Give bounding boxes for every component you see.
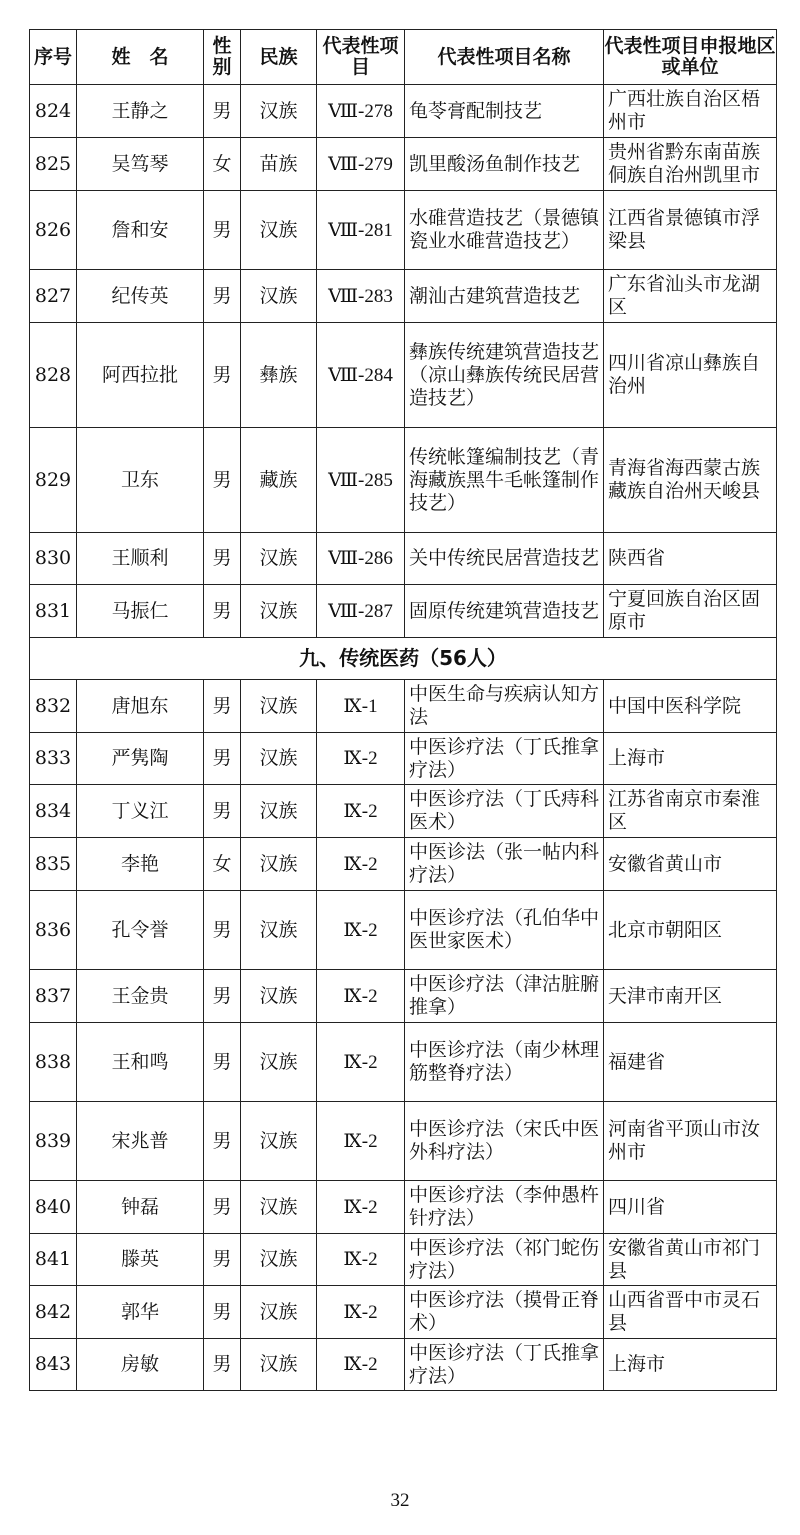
cell-code: Ⅸ-2 bbox=[317, 1181, 405, 1234]
table-row bbox=[30, 1339, 777, 1391]
cell-gender: 女 bbox=[204, 138, 241, 191]
cell-ethnicity: 汉族 bbox=[241, 1286, 317, 1339]
cell-code: Ⅸ-2 bbox=[317, 1234, 405, 1286]
table-row bbox=[30, 270, 777, 323]
cell-ethnicity: 彝族 bbox=[241, 323, 317, 428]
cell-project: 中医诊疗法（摸骨正脊术） bbox=[405, 1286, 604, 1339]
cell-name: 严隽陶 bbox=[77, 733, 204, 785]
cell-project: 关中传统民居营造技艺 bbox=[405, 533, 604, 585]
cell-code: Ⅸ-1 bbox=[317, 680, 405, 733]
cell-gender: 男 bbox=[204, 1234, 241, 1286]
cell-name: 钟磊 bbox=[77, 1181, 204, 1234]
cell-gender: 男 bbox=[204, 1339, 241, 1391]
cell-ethnicity: 汉族 bbox=[241, 785, 317, 838]
header-seq: 序号 bbox=[30, 30, 77, 85]
cell-name: 卫东 bbox=[77, 428, 204, 533]
table-row bbox=[30, 785, 777, 838]
cell-seq: 842 bbox=[30, 1286, 77, 1339]
cell-code: Ⅷ-278 bbox=[317, 85, 405, 138]
cell-gender: 男 bbox=[204, 323, 241, 428]
cell-gender: 男 bbox=[204, 428, 241, 533]
cell-code: Ⅷ-285 bbox=[317, 428, 405, 533]
cell-region: 福建省 bbox=[604, 1023, 777, 1102]
header-ethnicity: 民族 bbox=[241, 30, 317, 85]
cell-region: 广西壮族自治区梧州市 bbox=[604, 85, 777, 138]
cell-code: Ⅸ-2 bbox=[317, 1023, 405, 1102]
cell-seq: 827 bbox=[30, 270, 77, 323]
cell-gender: 男 bbox=[204, 891, 241, 970]
cell-region: 四川省 bbox=[604, 1181, 777, 1234]
cell-region: 上海市 bbox=[604, 1339, 777, 1391]
header-name: 姓 名 bbox=[77, 30, 204, 85]
table-header-row bbox=[30, 30, 777, 85]
table-row bbox=[30, 1234, 777, 1286]
cell-ethnicity: 汉族 bbox=[241, 85, 317, 138]
cell-seq: 836 bbox=[30, 891, 77, 970]
cell-project: 传统帐篷编制技艺（青海藏族黑牛毛帐篷制作技艺） bbox=[405, 428, 604, 533]
cell-ethnicity: 汉族 bbox=[241, 1102, 317, 1181]
cell-ethnicity: 苗族 bbox=[241, 138, 317, 191]
cell-seq: 831 bbox=[30, 585, 77, 638]
page-number: 32 bbox=[390, 1490, 410, 1511]
header-gender: 性别 bbox=[204, 30, 241, 85]
cell-ethnicity: 汉族 bbox=[241, 1181, 317, 1234]
table-row bbox=[30, 585, 777, 638]
cell-gender: 男 bbox=[204, 1102, 241, 1181]
cell-ethnicity: 汉族 bbox=[241, 191, 317, 270]
cell-ethnicity: 汉族 bbox=[241, 680, 317, 733]
cell-seq: 840 bbox=[30, 1181, 77, 1234]
cell-region: 安徽省黄山市祁门县 bbox=[604, 1234, 777, 1286]
cell-region: 河南省平顶山市汝州市 bbox=[604, 1102, 777, 1181]
cell-name: 纪传英 bbox=[77, 270, 204, 323]
cell-ethnicity: 汉族 bbox=[241, 1023, 317, 1102]
cell-region: 天津市南开区 bbox=[604, 970, 777, 1023]
cell-name: 詹和安 bbox=[77, 191, 204, 270]
cell-gender: 男 bbox=[204, 785, 241, 838]
cell-region: 青海省海西蒙古族藏族自治州天峻县 bbox=[604, 428, 777, 533]
table-body-medicine bbox=[30, 680, 777, 1391]
cell-seq: 826 bbox=[30, 191, 77, 270]
table-body-crafts bbox=[30, 85, 777, 638]
cell-project: 中医诊疗法（李仲愚杵针疗法） bbox=[405, 1181, 604, 1234]
table-row bbox=[30, 533, 777, 585]
cell-region: 江苏省南京市秦淮区 bbox=[604, 785, 777, 838]
table-row bbox=[30, 1286, 777, 1339]
cell-gender: 男 bbox=[204, 533, 241, 585]
cell-seq: 834 bbox=[30, 785, 77, 838]
cell-project: 中医诊疗法（丁氏推拿疗法） bbox=[405, 733, 604, 785]
cell-project: 凯里酸汤鱼制作技艺 bbox=[405, 138, 604, 191]
cell-code: Ⅸ-2 bbox=[317, 733, 405, 785]
table-row bbox=[30, 138, 777, 191]
cell-code: Ⅷ-286 bbox=[317, 533, 405, 585]
table-row bbox=[30, 680, 777, 733]
cell-region: 山西省晋中市灵石县 bbox=[604, 1286, 777, 1339]
table-row bbox=[30, 970, 777, 1023]
cell-code: Ⅷ-281 bbox=[317, 191, 405, 270]
cell-name: 宋兆普 bbox=[77, 1102, 204, 1181]
cell-name: 王顺利 bbox=[77, 533, 204, 585]
cell-name: 马振仁 bbox=[77, 585, 204, 638]
header-region: 代表性项目申报地区或单位 bbox=[604, 30, 777, 85]
cell-gender: 男 bbox=[204, 585, 241, 638]
header-code: 代表性项目 bbox=[317, 30, 405, 85]
cell-project: 固原传统建筑营造技艺 bbox=[405, 585, 604, 638]
cell-gender: 男 bbox=[204, 1286, 241, 1339]
table-row bbox=[30, 733, 777, 785]
cell-project: 彝族传统建筑营造技艺（凉山彝族传统民居营造技艺） bbox=[405, 323, 604, 428]
cell-name: 丁义江 bbox=[77, 785, 204, 838]
cell-ethnicity: 汉族 bbox=[241, 733, 317, 785]
cell-gender: 男 bbox=[204, 85, 241, 138]
table-row bbox=[30, 191, 777, 270]
cell-name: 孔令誉 bbox=[77, 891, 204, 970]
cell-seq: 843 bbox=[30, 1339, 77, 1391]
cell-seq: 835 bbox=[30, 838, 77, 891]
cell-ethnicity: 汉族 bbox=[241, 891, 317, 970]
cell-name: 王和鸣 bbox=[77, 1023, 204, 1102]
cell-gender: 男 bbox=[204, 1023, 241, 1102]
inheritors-table bbox=[29, 29, 777, 1391]
cell-ethnicity: 汉族 bbox=[241, 585, 317, 638]
cell-gender: 男 bbox=[204, 191, 241, 270]
cell-project: 中医生命与疾病认知方法 bbox=[405, 680, 604, 733]
header-project: 代表性项目名称 bbox=[405, 30, 604, 85]
cell-project: 中医诊疗法（丁氏痔科医术） bbox=[405, 785, 604, 838]
cell-name: 郭华 bbox=[77, 1286, 204, 1339]
cell-project: 中医诊疗法（南少林理筋整脊疗法） bbox=[405, 1023, 604, 1102]
cell-code: Ⅷ-284 bbox=[317, 323, 405, 428]
cell-code: Ⅸ-2 bbox=[317, 838, 405, 891]
cell-gender: 男 bbox=[204, 733, 241, 785]
table-row bbox=[30, 85, 777, 138]
section-title: 九、传统医药（56人） bbox=[30, 638, 777, 680]
cell-project: 中医诊法（张一帖内科疗法） bbox=[405, 838, 604, 891]
cell-code: Ⅸ-2 bbox=[317, 1286, 405, 1339]
cell-region: 宁夏回族自治区固原市 bbox=[604, 585, 777, 638]
cell-code: Ⅸ-2 bbox=[317, 970, 405, 1023]
cell-region: 上海市 bbox=[604, 733, 777, 785]
cell-region: 北京市朝阳区 bbox=[604, 891, 777, 970]
cell-name: 王静之 bbox=[77, 85, 204, 138]
cell-region: 广东省汕头市龙湖区 bbox=[604, 270, 777, 323]
cell-region: 陕西省 bbox=[604, 533, 777, 585]
cell-name: 吴笃琴 bbox=[77, 138, 204, 191]
cell-seq: 841 bbox=[30, 1234, 77, 1286]
cell-project: 中医诊疗法（孔伯华中医世家医术） bbox=[405, 891, 604, 970]
cell-name: 王金贵 bbox=[77, 970, 204, 1023]
cell-code: Ⅸ-2 bbox=[317, 1339, 405, 1391]
cell-region: 江西省景德镇市浮梁县 bbox=[604, 191, 777, 270]
table-row bbox=[30, 891, 777, 970]
table-row bbox=[30, 1181, 777, 1234]
table-row bbox=[30, 428, 777, 533]
cell-ethnicity: 汉族 bbox=[241, 970, 317, 1023]
cell-project: 潮汕古建筑营造技艺 bbox=[405, 270, 604, 323]
cell-project: 水碓营造技艺（景德镇瓷业水碓营造技艺） bbox=[405, 191, 604, 270]
cell-gender: 男 bbox=[204, 680, 241, 733]
cell-seq: 832 bbox=[30, 680, 77, 733]
cell-ethnicity: 藏族 bbox=[241, 428, 317, 533]
cell-seq: 837 bbox=[30, 970, 77, 1023]
cell-name: 房敏 bbox=[77, 1339, 204, 1391]
cell-region: 贵州省黔东南苗族侗族自治州凯里市 bbox=[604, 138, 777, 191]
cell-gender: 男 bbox=[204, 1181, 241, 1234]
cell-project: 龟苓膏配制技艺 bbox=[405, 85, 604, 138]
cell-name: 滕英 bbox=[77, 1234, 204, 1286]
cell-seq: 825 bbox=[30, 138, 77, 191]
cell-code: Ⅷ-287 bbox=[317, 585, 405, 638]
cell-ethnicity: 汉族 bbox=[241, 838, 317, 891]
table-row bbox=[30, 323, 777, 428]
table-row bbox=[30, 1102, 777, 1181]
cell-ethnicity: 汉族 bbox=[241, 1339, 317, 1391]
cell-seq: 830 bbox=[30, 533, 77, 585]
cell-ethnicity: 汉族 bbox=[241, 1234, 317, 1286]
cell-project: 中医诊疗法（津沽脏腑推拿） bbox=[405, 970, 604, 1023]
cell-seq: 839 bbox=[30, 1102, 77, 1181]
table-row bbox=[30, 838, 777, 891]
cell-seq: 833 bbox=[30, 733, 77, 785]
cell-ethnicity: 汉族 bbox=[241, 270, 317, 323]
cell-name: 唐旭东 bbox=[77, 680, 204, 733]
cell-gender: 男 bbox=[204, 270, 241, 323]
cell-seq: 824 bbox=[30, 85, 77, 138]
cell-region: 中国中医科学院 bbox=[604, 680, 777, 733]
cell-region: 安徽省黄山市 bbox=[604, 838, 777, 891]
cell-code: Ⅷ-283 bbox=[317, 270, 405, 323]
table-row bbox=[30, 1023, 777, 1102]
cell-seq: 838 bbox=[30, 1023, 77, 1102]
cell-gender: 男 bbox=[204, 970, 241, 1023]
cell-seq: 829 bbox=[30, 428, 77, 533]
cell-code: Ⅸ-2 bbox=[317, 1102, 405, 1181]
cell-project: 中医诊疗法（丁氏推拿疗法） bbox=[405, 1339, 604, 1391]
cell-code: Ⅸ-2 bbox=[317, 891, 405, 970]
cell-name: 阿西拉批 bbox=[77, 323, 204, 428]
cell-seq: 828 bbox=[30, 323, 77, 428]
section-row bbox=[30, 638, 777, 680]
cell-ethnicity: 汉族 bbox=[241, 533, 317, 585]
cell-region: 四川省凉山彝族自治州 bbox=[604, 323, 777, 428]
cell-gender: 女 bbox=[204, 838, 241, 891]
cell-project: 中医诊疗法（宋氏中医外科疗法） bbox=[405, 1102, 604, 1181]
cell-name: 李艳 bbox=[77, 838, 204, 891]
cell-code: Ⅸ-2 bbox=[317, 785, 405, 838]
cell-project: 中医诊疗法（祁门蛇伤疗法） bbox=[405, 1234, 604, 1286]
table-section bbox=[30, 638, 777, 680]
cell-code: Ⅷ-279 bbox=[317, 138, 405, 191]
